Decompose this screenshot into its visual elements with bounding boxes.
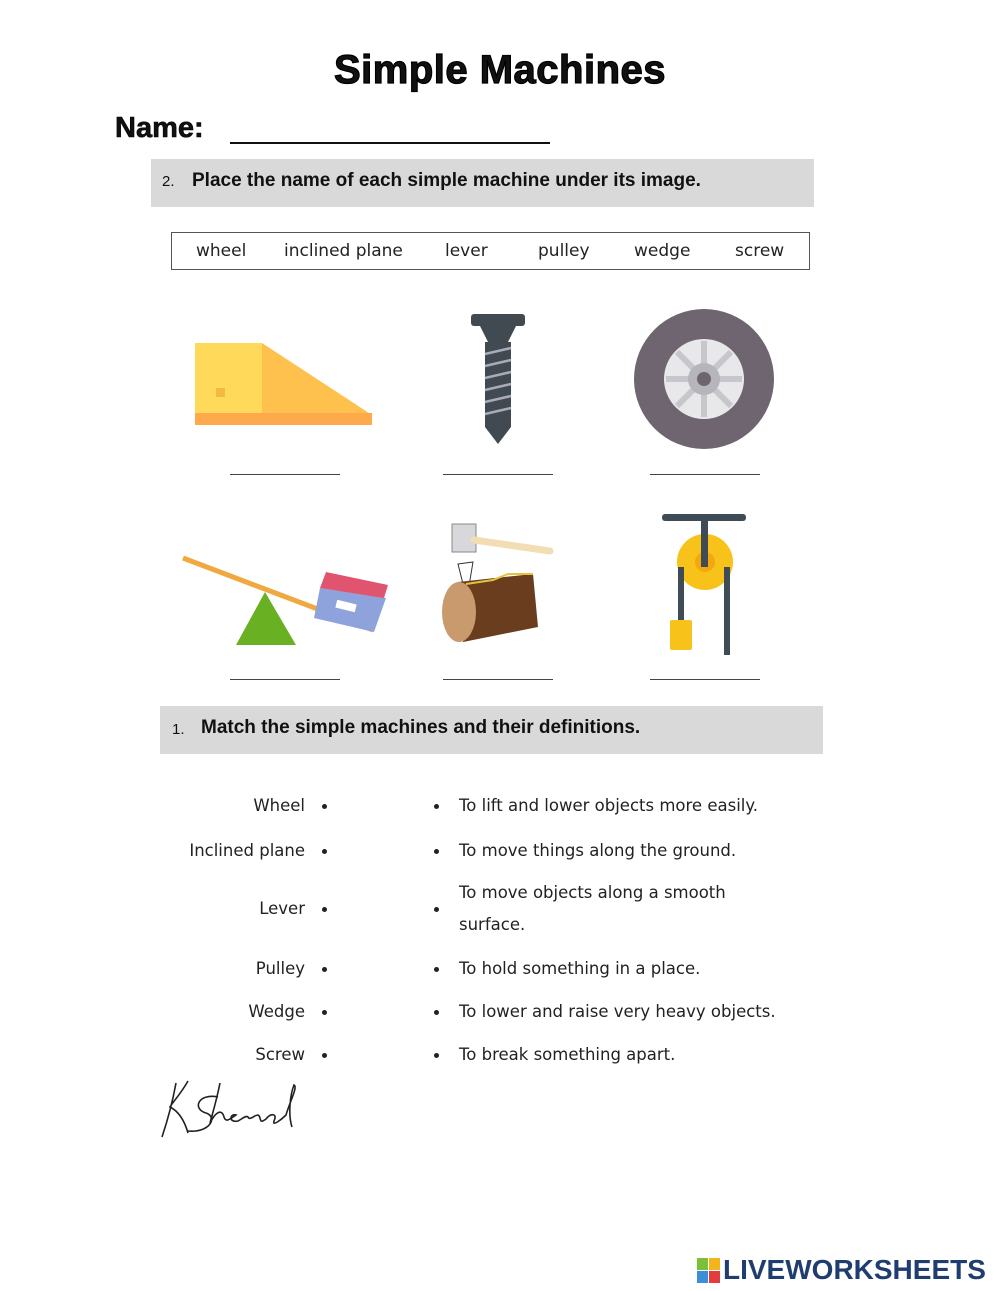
answer-blank-lever[interactable] [230, 679, 340, 680]
match-definition: To move objects along a smooth [459, 883, 726, 902]
match-definition: To move things along the ground. [459, 841, 737, 860]
match-definition: To hold something in a place. [459, 959, 701, 978]
answer-blank-screw[interactable] [443, 474, 553, 475]
word-bank-item[interactable]: lever [445, 241, 488, 261]
match-dot-left[interactable] [322, 804, 327, 809]
match-term: Screw [255, 1045, 305, 1064]
match-dot-right[interactable] [434, 1010, 439, 1015]
match-dot-left[interactable] [322, 849, 327, 854]
match-dot-right[interactable] [434, 967, 439, 972]
match-definition: surface. [459, 915, 526, 934]
match-term: Wheel [253, 796, 305, 815]
question-1-header [160, 706, 823, 754]
inclined-plane-image [190, 340, 380, 430]
match-dot-right[interactable] [434, 907, 439, 912]
word-bank-item[interactable]: inclined plane [284, 241, 403, 261]
answer-blank-pulley[interactable] [650, 679, 760, 680]
question-instruction: Place the name of each simple machine under its image. [192, 170, 701, 191]
match-definition: To break something apart. [459, 1045, 676, 1064]
answer-blank-inclined-plane[interactable] [230, 474, 340, 475]
match-term: Pulley [255, 959, 305, 978]
question-number: 1. [172, 721, 185, 738]
word-bank [171, 232, 810, 270]
match-term: Wedge [248, 1002, 305, 1021]
page-title: Simple Machines [333, 48, 667, 92]
question-instruction: Match the simple machines and their definitions. [201, 717, 641, 738]
name-label: Name: [115, 112, 204, 144]
question-number: 2. [162, 173, 175, 190]
word-bank-item[interactable]: wedge [634, 241, 691, 261]
pulley-image [660, 512, 750, 657]
logo-text: LIVEWORKSHEETS [723, 1254, 986, 1285]
name-input[interactable] [230, 142, 550, 144]
match-dot-left[interactable] [322, 907, 327, 912]
screw-image [468, 312, 528, 447]
question-2-header [151, 159, 814, 207]
wheel-image [633, 308, 775, 450]
word-bank-item[interactable]: screw [735, 241, 785, 261]
match-dot-right[interactable] [434, 804, 439, 809]
match-dot-right[interactable] [434, 1053, 439, 1058]
match-definition: To lower and raise very heavy objects. [459, 1002, 776, 1021]
answer-blank-wheel[interactable] [650, 474, 760, 475]
match-term: Lever [259, 899, 305, 918]
match-dot-left[interactable] [322, 1010, 327, 1015]
match-dot-left[interactable] [322, 967, 327, 972]
match-dot-left[interactable] [322, 1053, 327, 1058]
match-dot-right[interactable] [434, 849, 439, 854]
match-term: Inclined plane [189, 841, 305, 860]
match-definition: To lift and lower objects more easily. [459, 796, 759, 815]
signature [158, 1075, 308, 1145]
answer-blank-wedge[interactable] [443, 679, 553, 680]
lever-image [178, 550, 393, 650]
word-bank-item[interactable]: pulley [538, 241, 590, 261]
live-logo-icon [697, 1258, 721, 1284]
wedge-image [438, 512, 558, 647]
word-bank-item[interactable]: wheel [196, 241, 247, 261]
